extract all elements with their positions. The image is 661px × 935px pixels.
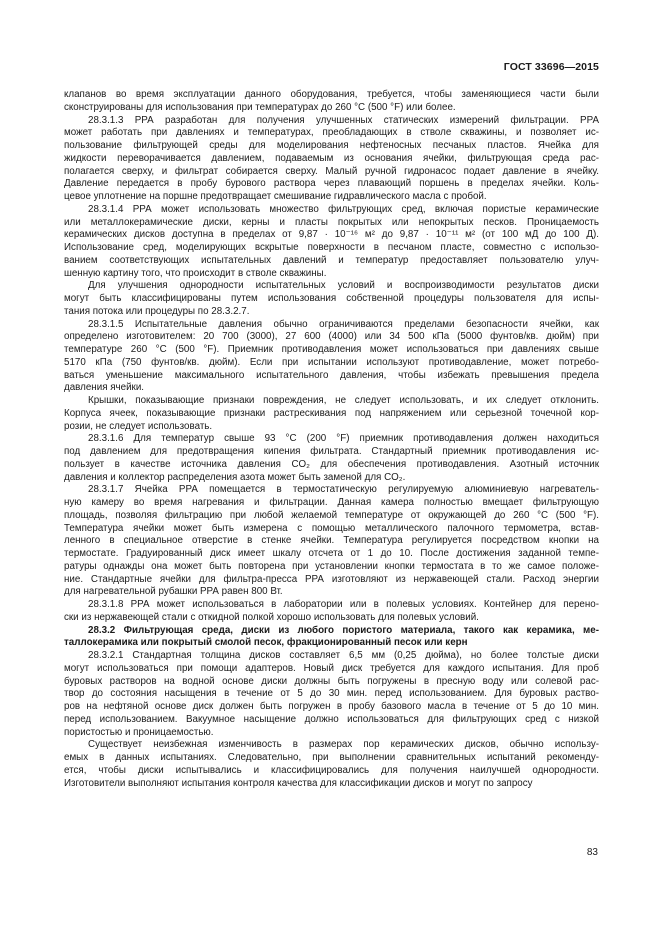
- paragraph-line: 28.3.1.5 Испытательные давления обычно ограничиваются пределами безопасности ячейки, как: [88, 318, 599, 330]
- paragraph-line: ние. Стандартные ячейки для фильтра-пресса РРА изготовляют из нержавеющей стали. Расход энергии: [64, 573, 599, 585]
- paragraph: [64, 433, 599, 484]
- paragraph: [64, 115, 599, 204]
- paragraph-line: под давлением для предотвращения кипения фильтрата. Стандартный приемник противодавления ис-: [64, 446, 599, 457]
- paragraph-line: ратуры однажды она может быть повторена при установлении кнопки термостата в то же самое положе-: [64, 560, 599, 572]
- paragraph-line: ную камеру во время нагревания и фильтрации. Данная камера полностью вмещает фильтрующую: [64, 497, 599, 508]
- paragraph-line: ваться уменьшение максимального испытательного давления, чтобы избежать превышения предела: [64, 369, 599, 381]
- paragraph: [64, 204, 599, 281]
- paragraph-line: пористостью и проницаемостью.: [64, 726, 214, 738]
- paragraph-line: 28.3.2.1 Стандартная толщина дисков составляет 6,5 мм (0,25 дюйма), но более толстые диски: [88, 650, 599, 661]
- paragraph-line: цевое уплотнение на поршне предотвращает смешивание гидравлического масла с пробой.: [64, 191, 487, 202]
- paragraph-line: Корпуса ячеек, показывающие признаки растрескивания под напряжением или серьезной точечной кор-: [64, 407, 599, 419]
- paragraph-line: пользование фильтрующей среды для моделирования нефтеносных песчаных пластов. Ячейка для: [64, 140, 599, 151]
- paragraph: [64, 599, 599, 625]
- paragraph-line: давления и коллектор распределения азота может быть заменой для CO₂.: [64, 471, 406, 483]
- paragraph-line: для нагревательной рубашки РРА равен 800 Вт.: [64, 586, 283, 598]
- paragraph-line: таллокерамика или покрытый смолой песок, фракционированный песок или керн: [64, 637, 468, 649]
- paragraph-line: Существует неизбежная изменчивость в размерах пор керамических дисков, обычно использу-: [88, 739, 599, 751]
- paragraph-line: определено изготовителем: 20 700 (3000), 27 600 (4000) или 34 500 кПа (5000 фунтов/кв. дюйм) при: [64, 331, 599, 343]
- paragraph-line: может работать при давлениях и температурах, преобладающих в стволе скважины, и позволяет ис-: [64, 127, 599, 139]
- paragraph-line: Использование сред, моделирующих вскрытые поверхности в песчаном пласте, совместно с использо-: [64, 242, 599, 253]
- paragraph-line: могут использоваться при помощи адаптеров. Новый диск требуется для каждого испытания. Для проб: [64, 662, 599, 674]
- paragraph-line: полагается сверху, и фильтрат собирается сверху. Малый ручной гидронасос подает давление в ячейку.: [64, 165, 599, 177]
- paragraph-line: температуре 260 °С (500 °F). Приемник противодавления может использоваться при давлениях свыше: [64, 344, 599, 355]
- paragraph-line: могут быть классифицированы путем использования собственной процедуры пользователя для испы-: [64, 293, 599, 304]
- paragraph-line: 28.3.1.4 РРА может использовать множество фильтрующих сред, включая пористые керамические: [88, 203, 599, 215]
- paragraph-line: 28.3.1.6 Для температур свыше 93 °С (200 °F) приемник противодавления должен находиться: [88, 433, 599, 445]
- paragraph-line: жидкости переворачивается давлением, подаваемым из основания ячейки, фильтрующая среда рас-: [64, 152, 599, 164]
- paragraph-line: перед использованием. Вакуумное насыщение должно использоваться для фильтрующих сред с низкой: [64, 713, 599, 725]
- paragraph: [64, 484, 599, 599]
- paragraph-line: тания потока или процедуры по 28.3.2.7.: [64, 305, 250, 317]
- paragraph: [64, 625, 599, 651]
- paragraph-line: пользует в качестве источника давления CO₂ для обеспечения противодавления. Азотный источник: [64, 458, 599, 470]
- paragraph: [64, 89, 599, 115]
- paragraph-line: клапанов во время эксплуатации данного оборудования, требуется, чтобы заменяющиеся части были: [64, 89, 599, 100]
- paragraph-line: ванием соответствующих испытательных давлений и температур предоставляет пользователю улуч-: [64, 254, 599, 266]
- paragraph-line: 28.3.1.7 Ячейка РРА помещается в термостатическую регулируемую алюминиевую нагреватель-: [88, 484, 599, 496]
- paragraph: [64, 650, 599, 739]
- paragraph-line: Крышки, показывающие признаки повреждения, не следует использовать, и их следует отклонить.: [88, 395, 599, 406]
- paragraph-line: ленного в специальное отверстие в стенке ячейки. Температура регулируется посредством кнопки на: [64, 535, 599, 547]
- paragraph: [64, 739, 599, 790]
- paragraph-line: керамических дисков доступна в пределах от 9,87 · 10⁻¹⁶ м² до 9,87 · 10⁻¹¹ м² (от 100 мД до 100 Д).: [64, 229, 599, 241]
- paragraph-line: твор до состояния насыщения в течение от 5 до 30 мин. перед использованием. Для буровых раство-: [64, 688, 599, 700]
- paragraph-line: площадь, позволяя фильтрацию при любой желаемой температуре от окружающей до 260 °С (500 °F).: [64, 509, 599, 521]
- paragraph-line: сконструированы для использования при температурах до 260 °С (500 °F) или более.: [64, 101, 456, 113]
- document-body: [64, 89, 599, 790]
- paragraph-line: ров на нефтяной основе диск должен быть погружен в пробу базового масла в течение от 5 до 10 мин.: [64, 701, 599, 712]
- document-code: ГОСТ 33696—2015: [503, 61, 599, 73]
- paragraph-line: термостате. Градуированный диск имеет шкалу отсчета от 1 до 10. После достижения заданной темпе-: [64, 548, 599, 559]
- paragraph-line: 5170 кПа (750 фунтов/кв. дюйм). Если при испытании используют противодавление, может потребо-: [64, 356, 599, 368]
- paragraph-line: розии, не следует использовать.: [64, 420, 213, 432]
- paragraph-line: 28.3.1.3 РРА разработан для получения улучшенных статических измерений фильтрации. РРА: [88, 114, 599, 126]
- paragraph-line: Изготовители выполняют испытания контроля качества для классификации дисков и могут по запросу: [64, 777, 533, 789]
- paragraph-line: Температура ячейки может быть измерена с помощью металлического палочного термометра, встав-: [64, 522, 599, 534]
- paragraph-line: буровых растворов на водной основе диски должны быть погружены в пресную воду или солевой рас-: [64, 675, 599, 687]
- page-number: 83: [586, 847, 598, 858]
- paragraph-line: давления ячейки.: [64, 382, 145, 394]
- paragraph-line: ски из нержавеющей стали с откидной полкой хорошо использовать для полевых условий.: [64, 611, 479, 623]
- paragraph-line: 28.3.2 Фильтрующая среда, диски из любого пористого материала, такого как керамика, ме-: [88, 624, 599, 636]
- paragraph-line: шенную картину того, что происходит в стволе скважины.: [64, 267, 327, 279]
- paragraph-line: Для улучшения однородности испытательных условий и воспроизводимости результатов диски: [88, 280, 599, 292]
- paragraph-line: емых в данных испытаниях. Следовательно, при выполнении сравнительных испытаний рекоменду-: [64, 752, 599, 763]
- paragraph-line: или металлокерамические диски, керны и пласты покрытых или непокрытых песков. Проницаемость: [64, 216, 599, 228]
- paragraph: [64, 280, 599, 318]
- paragraph-line: ется, чтобы диски испытывались и классифицировались для получения наилучшей однородности.: [64, 764, 599, 776]
- paragraph-line: 28.3.1.8 РРА может использоваться в лаборатории или в полевых условиях. Контейнер для перено-: [88, 599, 599, 610]
- paragraph-line: Давление передается в пробу бурового раствора через плавающий поршень в пределах ячейки. Коль-: [64, 178, 599, 190]
- paragraph: [64, 395, 599, 433]
- paragraph: [64, 319, 599, 396]
